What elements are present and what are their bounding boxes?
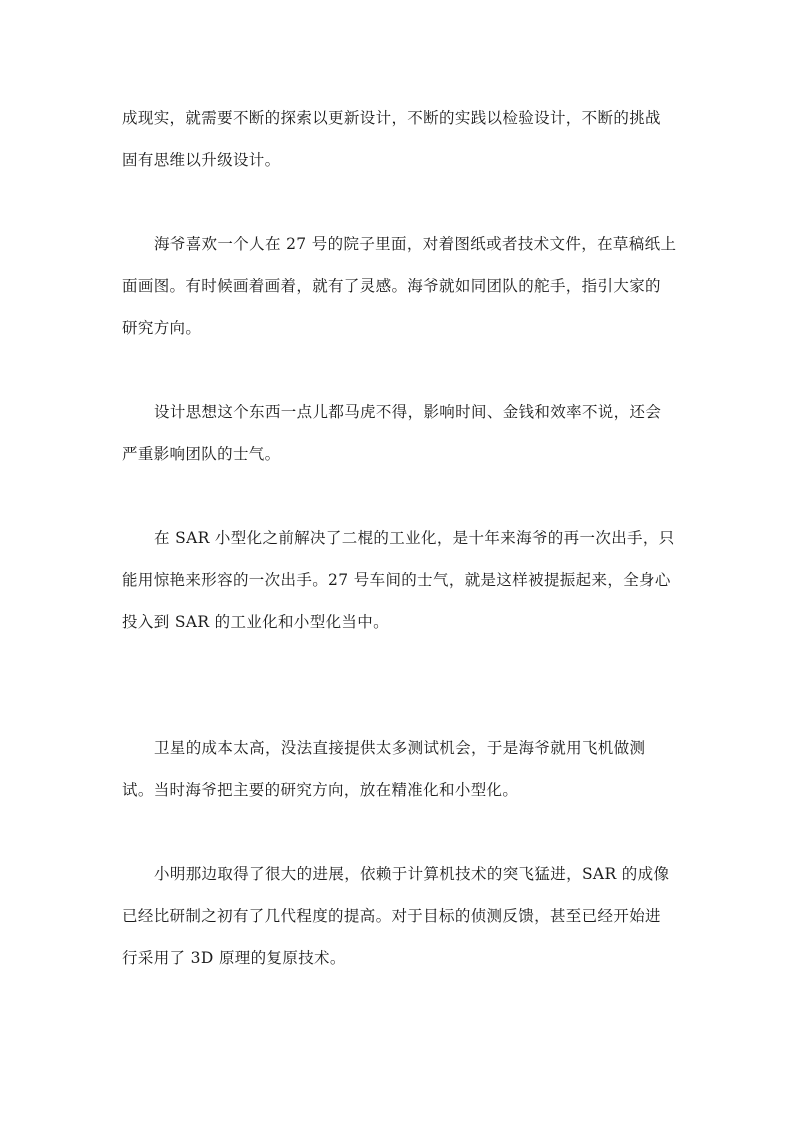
paragraph-2-line-3: 研究方向。 [122,319,202,337]
paragraph-3-line-1: 设计思想这个东西一点儿都马虎不得，影响时间、金钱和效率不说，还会 [154,403,662,421]
paragraph-6-line-3: 行采用了 3D 原理的复原技术。 [122,949,346,967]
paragraph-5-line-2: 试。当时海爷把主要的研究方向，放在精准化和小型化。 [122,781,519,799]
paragraph-2-line-1: 海爷喜欢一个人在 27 号的院子里面，对着图纸或者技术文件，在草稿纸上 [154,235,677,253]
paragraph-6-line-2: 已经比研制之初有了几代程度的提高。对于目标的侦测反馈，甚至已经开始进 [122,907,661,925]
paragraph-4-line-2: 能用惊艳来形容的一次出手。27 号车间的士气，就是这样被提振起来，全身心 [122,571,671,589]
paragraph-5-line-1: 卫星的成本太高，没法直接提供太多测试机会，于是海爷就用飞机做测 [154,739,646,757]
paragraph-4-line-3: 投入到 SAR 的工业化和小型化当中。 [122,613,389,631]
paragraph-1-line-1: 成现实，就需要不断的探索以更新设计，不断的实践以检验设计，不断的挑战 [122,109,661,127]
paragraph-1-line-2: 固有思维以升级设计。 [122,151,281,169]
paragraph-3-line-2: 严重影响团队的士气。 [122,445,281,463]
paragraph-4-line-1: 在 SAR 小型化之前解决了二棍的工业化，是十年来海爷的再一次出手，只 [154,529,675,547]
paragraph-6-line-1: 小明那边取得了很大的进展，依赖于计算机技术的突飞猛进，SAR 的成像 [154,865,670,883]
paragraph-2-line-2: 面画图。有时候画着画着，就有了灵感。海爷就如同团队的舵手，指引大家的 [122,277,661,295]
